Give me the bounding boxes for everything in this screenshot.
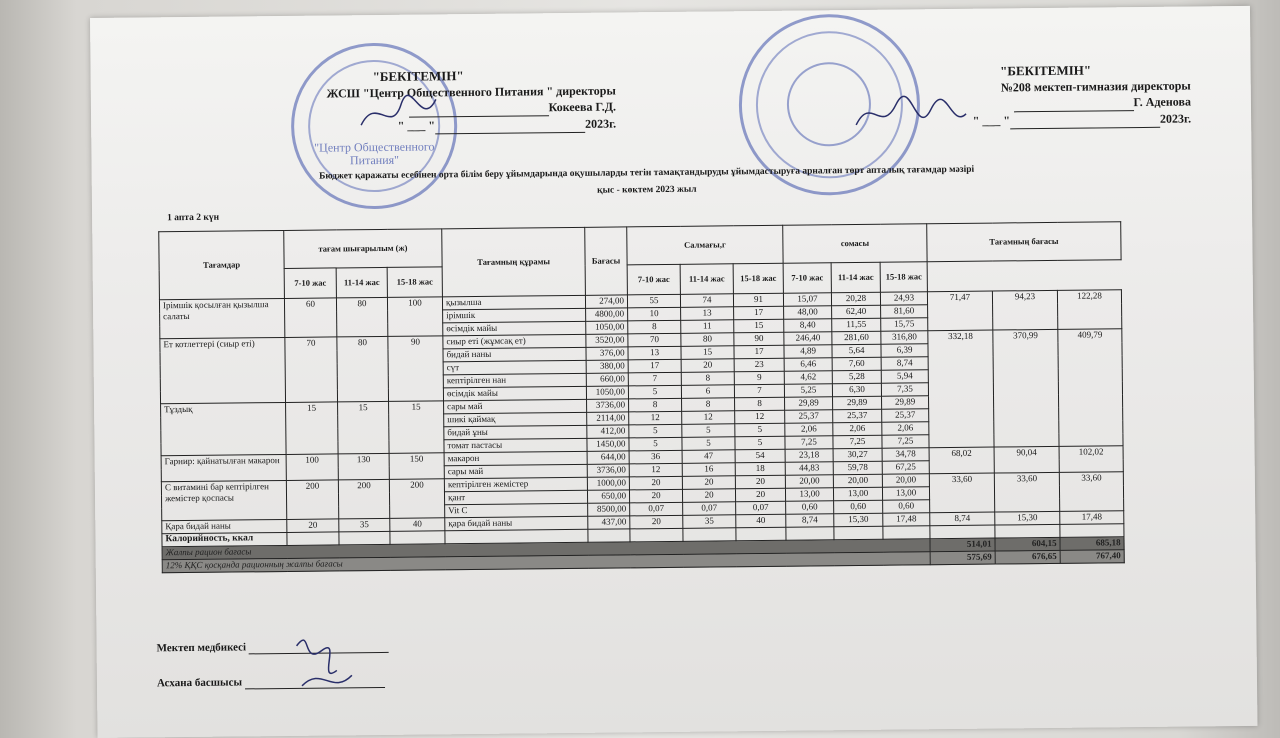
dish-total-price: 17,48 (1060, 511, 1124, 525)
ingredient-weight: 0,07 (736, 501, 786, 515)
ingredient-name: бидай ұны (444, 425, 587, 439)
week-day-label: 1 апта 2 күн (167, 212, 220, 224)
ingredient-name: бидай наны (443, 347, 586, 361)
ingredient-sum: 7,25 (785, 436, 833, 450)
header-age: 15-18 жас (387, 267, 442, 298)
ingredient-sum: 2,06 (785, 423, 833, 437)
ingredient-weight: 0,07 (683, 502, 736, 516)
ingredient-sum: 8,74 (786, 514, 834, 528)
ingredient-price: 3736,00 (587, 399, 629, 412)
ingredient-weight: 47 (682, 450, 735, 464)
ingredient-weight: 12 (735, 410, 785, 424)
ingredient-weight: 13 (681, 307, 734, 321)
ingredient-name: қант (445, 490, 588, 504)
ingredient-weight: 20 (682, 489, 735, 503)
approver-name: Кокеева Г.Д. (548, 99, 617, 115)
dish-total-price (1059, 394, 1124, 447)
ingredient-sum: 44,83 (785, 462, 833, 476)
document-title: Бюджет қаражаты есебінен орта білім беру ұйымдарында оқушыларды тегін тамақтандыруды ұйымдастыруға арналған төрт апталық тағамдар мәзірі (319, 164, 975, 182)
dish-total-price: 15,30 (995, 511, 1060, 525)
ingredient-sum: 7,25 (882, 435, 929, 448)
dish-output: 70 (285, 337, 338, 403)
ingredient-sum: 0,60 (834, 500, 883, 514)
ingredient-sum: 5,25 (784, 384, 832, 398)
ingredient-sum: 7,60 (832, 357, 881, 371)
ingredient-name: шикі қаймақ (444, 412, 587, 426)
ingredient-sum: 6,30 (832, 383, 881, 397)
ingredient-sum: 0,60 (883, 500, 930, 513)
header-age: 7-10 жас (284, 268, 336, 299)
ingredient-price: 380,00 (586, 360, 628, 373)
ingredient-sum: 15,07 (783, 293, 831, 307)
ingredient-name: макарон (444, 451, 587, 465)
ingredient-weight: 17 (734, 345, 784, 359)
vat-total-row-value: 575,69 (930, 551, 995, 565)
ingredient-weight: 54 (735, 449, 785, 463)
approval-title: "БЕКІТЕМІН" (1000, 62, 1092, 79)
dish-name: Ет котлеттері (сиыр еті) (160, 337, 286, 403)
ingredient-sum: 246,40 (784, 332, 832, 346)
ingredient-price: 376,00 (586, 347, 628, 360)
dish-total-price: 33,60 (929, 473, 994, 513)
nurse-label: Мектеп медбикесі (156, 641, 247, 655)
dish-output: 20 (287, 519, 339, 533)
dish-total-price: 409,79 (1058, 329, 1123, 395)
ingredient-sum: 67,25 (882, 461, 929, 474)
ingredient-sum: 17,48 (883, 513, 930, 526)
ingredient-name: кептірілген нан (443, 373, 586, 387)
dish-name: Қара бидай наны (162, 519, 287, 533)
ingredient-sum: 24,93 (880, 292, 927, 305)
ingredient-weight: 9 (734, 371, 784, 385)
signature-footer (281, 625, 362, 701)
ingredient-weight: 15 (681, 346, 734, 360)
ingredient-weight: 10 (628, 307, 681, 321)
total-row-label: Жалпы рацион бағасы (162, 539, 930, 560)
document-title-block (297, 162, 997, 203)
menu-table (158, 221, 1125, 573)
ingredient-sum: 23,18 (785, 449, 833, 463)
dish-total-price: 33,60 (994, 472, 1059, 512)
dish-output: 90 (388, 336, 444, 402)
ingredient-sum: 29,89 (785, 397, 833, 411)
ingredient-weight: 5 (682, 424, 735, 438)
dish-output: 60 (284, 298, 336, 338)
dish-output: 200 (286, 480, 338, 520)
total-row-value: 685,18 (1060, 537, 1124, 551)
vat-total-row-label: 12% ҚҚС қосқанда рационның жалпы бағасы (162, 552, 930, 573)
ingredient-sum: 15,75 (881, 318, 928, 331)
ingredient-sum: 6,39 (881, 344, 928, 357)
ingredient-sum: 59,78 (833, 461, 882, 475)
dish-total-price: 332,18 (928, 330, 994, 396)
header-output: тағам шығарылым (ж) (284, 229, 442, 269)
ingredient-weight: 36 (629, 450, 682, 464)
ingredient-name: қара бидай наны (445, 516, 588, 530)
dish-total-price: 370,99 (993, 329, 1059, 395)
ingredient-weight: 5 (629, 424, 682, 438)
ingredient-weight: 8 (629, 398, 682, 412)
ingredient-weight: 23 (734, 358, 784, 372)
ingredient-weight: 20 (735, 475, 785, 489)
ingredient-weight: 20 (630, 489, 683, 503)
ingredient-sum: 29,89 (833, 396, 882, 410)
ingredient-weight: 17 (734, 306, 784, 320)
approval-title: "БЕКІТЕМІН" (372, 68, 464, 85)
ingredient-weight: 20 (629, 476, 682, 490)
ingredient-price: 3520,00 (586, 334, 628, 347)
ingredient-sum: 30,27 (833, 448, 882, 462)
dish-name: Тұздық (161, 402, 287, 455)
ingredient-price: 650,00 (588, 490, 630, 503)
ingredient-weight: 8 (628, 320, 681, 334)
dish-output: 100 (286, 454, 338, 481)
ingredient-weight: 80 (681, 333, 734, 347)
dish-output: 15 (338, 401, 390, 454)
ingredient-weight: 12 (682, 411, 735, 425)
empty-cell (683, 528, 736, 542)
total-row-value: 604,15 (995, 537, 1060, 551)
ingredient-sum: 4,62 (784, 371, 832, 385)
ingredient-sum: 281,60 (832, 331, 881, 345)
signature-right (851, 89, 972, 145)
ingredient-weight: 5 (735, 423, 785, 437)
empty-cell (588, 529, 630, 542)
ingredient-weight: 91 (733, 293, 783, 307)
ingredient-sum: 5,28 (832, 370, 881, 384)
ingredient-sum: 13,00 (785, 488, 833, 502)
menu-document (90, 6, 1257, 738)
empty-cell (834, 526, 883, 540)
dish-total-price: 90,04 (994, 446, 1059, 473)
dish-output: 35 (339, 518, 390, 532)
header-weight: Салмағы,г (627, 225, 783, 265)
ingredient-sum: 4,89 (784, 345, 832, 359)
dish-total-price (929, 395, 995, 448)
ingredient-price: 274,00 (585, 295, 627, 308)
ingredient-sum: 8,74 (881, 357, 928, 370)
ingredient-weight: 20 (630, 515, 683, 529)
ingredient-weight: 5 (735, 436, 785, 450)
dish-total-price: 94,23 (992, 290, 1057, 330)
dish-total-price: 33,60 (1059, 472, 1123, 512)
ingredient-weight: 35 (683, 515, 736, 529)
ingredient-name: томат пастасы (444, 438, 587, 452)
ingredient-weight: 90 (734, 332, 784, 346)
ingredient-sum: 20,28 (831, 292, 880, 306)
header-price: Бағасы (585, 227, 628, 295)
header-age: 7-10 жас (783, 263, 831, 294)
empty-cell (995, 524, 1060, 538)
ingredient-sum: 20,00 (833, 474, 882, 488)
approver-name: Г. Аденова (1133, 94, 1192, 110)
ingredient-weight: 5 (628, 385, 681, 399)
dish-total-price (994, 394, 1060, 447)
ingredient-weight: 5 (629, 437, 682, 451)
header-age: 11-14 жас (336, 267, 387, 298)
empty-cell (390, 531, 445, 545)
ingredient-weight: 16 (682, 463, 735, 477)
header-dishes: Тағамдар (159, 230, 285, 299)
calories-label: Калорийность, ккал (162, 532, 287, 546)
ingredient-weight: 40 (736, 514, 786, 528)
ingredient-sum: 20,00 (785, 475, 833, 489)
dish-output: 15 (389, 401, 445, 454)
approver-position: ЖСШ "Центр Общественного Питания " директоры (326, 83, 616, 101)
canteen-label: Асхана басшысы (156, 676, 243, 690)
ingredient-sum: 15,30 (834, 513, 883, 527)
approval-year: 2023г. (1159, 111, 1192, 126)
ingredient-sum: 34,78 (882, 448, 929, 461)
approval-year: 2023г. (584, 116, 617, 131)
header-dish-price: Тағамның бағасы (927, 222, 1121, 262)
ingredient-name: өсімдік майы (443, 386, 586, 400)
ingredient-weight: 17 (628, 359, 681, 373)
vat-total-row-value: 676,65 (995, 550, 1060, 564)
ingredient-price: 1050,00 (586, 386, 628, 399)
ingredient-sum: 81,60 (881, 305, 928, 318)
ingredient-weight: 13 (628, 346, 681, 360)
empty-cell (339, 531, 390, 545)
approval-day: " ___ " (972, 113, 1011, 128)
dish-output: 80 (336, 297, 387, 337)
ingredient-sum: 316,80 (881, 331, 928, 344)
ingredient-weight: 12 (629, 411, 682, 425)
header-age: 15-18 жас (880, 262, 927, 292)
ingredient-sum: 25,37 (785, 410, 833, 424)
ingredient-weight: 70 (628, 333, 681, 347)
approver-position: №208 мектеп-гимназия директоры (1000, 78, 1191, 95)
signature-left (351, 84, 442, 145)
ingredient-sum: 5,64 (832, 344, 881, 358)
ingredient-price: 437,00 (588, 516, 630, 529)
ingredient-sum: 8,40 (784, 319, 832, 333)
ingredient-weight: 5 (682, 437, 735, 451)
ingredient-sum: 13,00 (882, 487, 929, 500)
ingredient-price: 412,00 (587, 425, 629, 438)
dish-output: 200 (338, 479, 389, 519)
empty-cell (930, 525, 995, 539)
ingredient-price: 1050,00 (586, 321, 628, 334)
dish-total-price: 122,28 (1057, 290, 1121, 330)
dish-total-price: 102,02 (1059, 446, 1123, 473)
ingredient-weight: 7 (628, 372, 681, 386)
header-age: 7-10 жас (627, 264, 680, 295)
ingredient-sum: 20,00 (882, 474, 929, 487)
ingredient-name: қызылша (442, 295, 585, 309)
dish-output: 15 (286, 402, 339, 455)
ingredient-sum: 25,37 (833, 409, 882, 423)
ingredient-name: кептірілген жемістер (444, 477, 587, 491)
ingredient-name: сиыр еті (жұмсақ ет) (443, 334, 586, 348)
ingredient-weight: 8 (682, 398, 735, 412)
ingredient-sum: 7,25 (833, 435, 882, 449)
empty-cell (736, 527, 786, 541)
ingredient-name: Vit C (445, 503, 588, 517)
ingredient-sum: 48,00 (784, 306, 832, 320)
empty-cell (287, 532, 339, 546)
ingredient-sum: 11,55 (832, 318, 881, 332)
ingredient-weight: 74 (680, 294, 733, 308)
ingredient-price: 4800,00 (586, 308, 628, 321)
ingredient-sum: 7,35 (881, 383, 928, 396)
ingredient-weight: 20 (681, 359, 734, 373)
ingredient-weight: 11 (681, 320, 734, 334)
approval-day: " ___ " (397, 118, 436, 133)
ingredient-name: сары май (444, 464, 587, 478)
ingredient-price: 1000,00 (587, 477, 629, 490)
ingredient-price: 8500,00 (588, 503, 630, 516)
dish-output: 150 (389, 453, 444, 480)
ingredient-name: сүт (443, 360, 586, 374)
dish-output: 130 (338, 453, 389, 480)
dish-output: 100 (387, 297, 442, 337)
ingredient-sum: 5,94 (881, 370, 928, 383)
empty-cell (630, 528, 683, 542)
empty-cell (1060, 524, 1124, 538)
ingredient-weight: 18 (735, 462, 785, 476)
header-composition: Тағамның құрамы (442, 227, 586, 296)
ingredient-weight: 8 (735, 397, 785, 411)
dish-total-price: 68,02 (929, 447, 994, 474)
ingredient-name: ірімшік (443, 308, 586, 322)
dish-name: С витамині бар кептірілген жемістер қоспасы (161, 480, 286, 520)
dish-total-price: 71,47 (927, 291, 992, 331)
ingredient-sum: 0,60 (786, 501, 834, 515)
ingredient-sum: 62,40 (832, 305, 881, 319)
dish-output: 80 (337, 336, 389, 402)
ingredient-sum: 25,37 (882, 409, 929, 422)
total-row-value: 514,01 (930, 538, 995, 552)
stamp-text: "Центр Общественного Питания" (314, 139, 435, 168)
dish-output: 40 (390, 518, 445, 532)
ingredient-weight: 20 (735, 488, 785, 502)
ingredient-sum: 29,89 (882, 396, 929, 409)
header-age: 11-14 жас (680, 264, 733, 295)
empty-cell (883, 526, 930, 539)
dish-output: 200 (389, 479, 444, 519)
ingredient-name: өсімдік майы (443, 321, 586, 335)
vat-total-row-value: 767,40 (1060, 550, 1124, 564)
dish-name: Ірімшік қосылған қызылша салаты (159, 298, 284, 338)
document-subtitle: қыс - көктем 2023 жыл (597, 184, 697, 196)
header-sum: сомасы (783, 224, 927, 264)
ingredient-weight: 6 (681, 385, 734, 399)
ingredient-price: 1450,00 (587, 438, 629, 451)
ingredient-sum: 2,06 (882, 422, 929, 435)
header-age: 15-18 жас (733, 263, 783, 294)
ingredient-weight: 55 (627, 294, 680, 308)
ingredient-weight: 12 (629, 463, 682, 477)
header-age: 11-14 жас (831, 262, 880, 293)
ingredient-weight: 8 (681, 372, 734, 386)
empty-cell (786, 527, 834, 541)
ingredient-price: 3736,00 (587, 464, 629, 477)
ingredient-sum: 6,46 (784, 358, 832, 372)
ingredient-price: 660,00 (586, 373, 628, 386)
ingredient-weight: 0,07 (630, 502, 683, 516)
dish-name: Гарнир: қайнатылған макарон (161, 454, 286, 481)
ingredient-weight: 20 (682, 476, 735, 490)
ingredient-sum: 13,00 (833, 487, 882, 501)
ingredient-sum: 2,06 (833, 422, 882, 436)
ingredient-price: 2114,00 (587, 412, 629, 425)
ingredient-weight: 15 (734, 319, 784, 333)
ingredient-weight: 7 (734, 384, 784, 398)
ingredient-price: 644,00 (587, 451, 629, 464)
ingredient-name: сары май (444, 399, 587, 413)
dish-total-price: 8,74 (930, 512, 995, 526)
